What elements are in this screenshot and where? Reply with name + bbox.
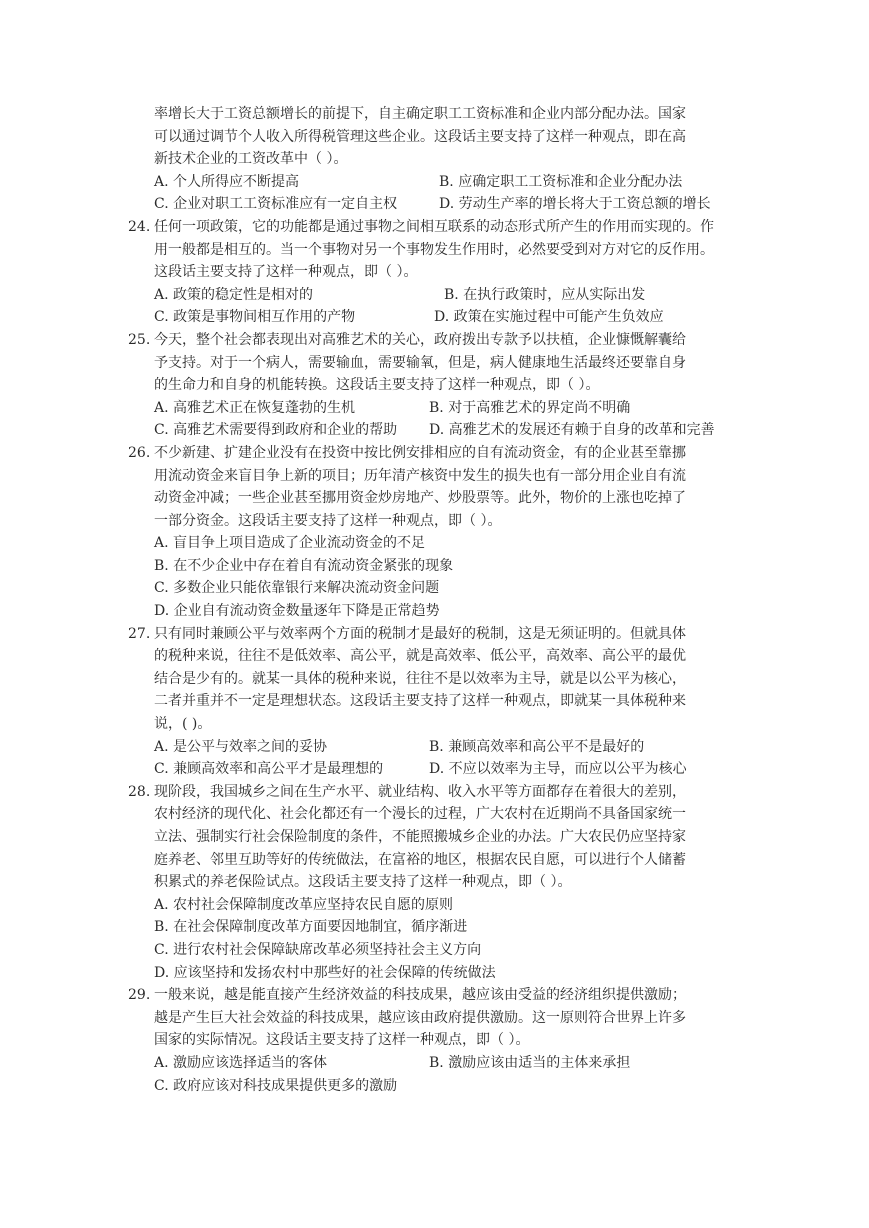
question-text-line: 用一般都是相互的。当一个事物对另一个事物发生作用时，必然要受到对方对它的反作用。 bbox=[154, 241, 714, 258]
answer-option: A. 激励应该选择适当的客体 bbox=[154, 1054, 328, 1071]
question-text-line: 国家的实际情况。这段话主要支持了这样一种观点，即（ ）。 bbox=[154, 1032, 530, 1049]
question-number: 25. bbox=[128, 331, 151, 348]
answer-option: C. 政府应该对科技成果提供更多的激励 bbox=[154, 1077, 398, 1094]
question-number: 27. bbox=[128, 625, 151, 642]
answer-option-row bbox=[154, 397, 794, 420]
question-text-line: 只有同时兼顾公平与效率两个方面的税制才是最好的税制，这是无须证明的。但就具体 bbox=[154, 625, 686, 642]
answer-option: B. 应确定职工工资标准和企业分配办法 bbox=[439, 173, 683, 190]
question-text-line: 庭养老、邻里互助等好的传统做法，在富裕的地区，根据农民自愿，可以进行个人储蓄 bbox=[154, 851, 686, 868]
answer-option: B. 兼顾高效率和高公平不是最好的 bbox=[429, 738, 645, 755]
answer-option: C. 政策是事物间相互作用的产物 bbox=[154, 309, 356, 326]
answer-option: A. 高雅艺术正在恢复蓬勃的生机 bbox=[154, 399, 356, 416]
question-text-line: 予支持。对于一个病人，需要输血，需要输氧，但是，病人健康地生活最终还要靠自身 bbox=[154, 354, 686, 371]
answer-option: D. 劳动生产率的增长将大于工资总额的增长 bbox=[439, 196, 711, 213]
question-text-line: 积累式的养老保险试点。这段话主要支持了这样一种观点，即（ ）。 bbox=[154, 874, 572, 891]
answer-option-row bbox=[154, 193, 794, 216]
question-block bbox=[128, 984, 794, 1097]
question-block bbox=[128, 216, 794, 329]
answer-option: C. 企业对职工工资标准应有一定自主权 bbox=[154, 196, 398, 213]
question-text-line: 现阶段，我国城乡之间在生产水平、就业结构、收入水平等方面都存在着很大的差别， bbox=[154, 783, 686, 800]
question-text-line: 用流动资金来盲目争上新的项目；历年清产核资中发生的损失也有一部分用企业自有流 bbox=[154, 467, 686, 484]
question-text-line: 今天，整个社会都表现出对高雅艺术的关心，政府拨出专款予以扶植，企业慷慨解囊给 bbox=[154, 331, 686, 348]
answer-option: D. 不应以效率为主导，而应以公平为核心 bbox=[429, 761, 687, 778]
answer-option: A. 个人所得应不断提高 bbox=[154, 173, 300, 190]
question-text-line: 越是产生巨大社会效益的科技成果，越应该由政府提供激励。这一原则符合世界上许多 bbox=[154, 1009, 686, 1026]
answer-option: A. 盲目争上项目造成了企业流动资金的不足 bbox=[154, 535, 426, 552]
answer-option: C. 高雅艺术需要得到政府和企业的帮助 bbox=[154, 422, 398, 439]
answer-option-row bbox=[154, 171, 794, 194]
question-block bbox=[128, 442, 794, 623]
answer-option-row bbox=[154, 284, 794, 307]
answer-option: B. 在社会保障制度改革方面要因地制宜，循序渐进 bbox=[154, 919, 468, 936]
question-text-line: 的生命力和自身的机能转换。这段话主要支持了这样一种观点，即（ ）。 bbox=[154, 377, 600, 394]
answer-option: B. 在不少企业中存在着自有流动资金紧张的现象 bbox=[154, 557, 454, 574]
answer-option: A. 农村社会保障制度改革应坚持农民自愿的原则 bbox=[154, 896, 454, 913]
question-continuation bbox=[154, 103, 794, 216]
answer-option: B. 对于高雅艺术的界定尚不明确 bbox=[429, 399, 631, 416]
question-text-line: 率增长大于工资总额增长的前提下，自主确定职工工资标准和企业内部分配办法。国家 bbox=[154, 106, 686, 122]
answer-option: B. 在执行政策时，应从实际出发 bbox=[444, 286, 646, 303]
answer-option: A. 政策的稳定性是相对的 bbox=[154, 286, 314, 303]
answer-option: C. 多数企业只能依靠银行来解决流动资金问题 bbox=[154, 580, 440, 597]
answer-option: D. 企业自有流动资金数量逐年下降是正常趋势 bbox=[154, 603, 440, 620]
answer-option-row bbox=[154, 419, 794, 442]
question-text-line: 立法、强制实行社会保险制度的条件，不能照搬城乡企业的办法。广大农民仍应坚持家 bbox=[154, 829, 686, 845]
question-text-line: 一般来说，越是能直接产生经济效益的科技成果，越应该由受益的经济组织提供激励； bbox=[154, 987, 686, 1004]
question-text-line: 动资金冲减；一些企业甚至挪用资金炒房地产、炒股票等。此外，物价的上涨也吃掉了 bbox=[154, 490, 686, 507]
answer-option-row bbox=[154, 758, 794, 781]
question-text-line: 说，( )。 bbox=[154, 716, 212, 733]
question-block bbox=[128, 329, 794, 442]
answer-option-row bbox=[154, 306, 794, 329]
answer-option: A. 是公平与效率之间的妥协 bbox=[154, 738, 328, 755]
answer-option: B. 激励应该由适当的主体来承担 bbox=[429, 1054, 631, 1071]
question-text-line: 这段话主要支持了这样一种观点，即（ ）。 bbox=[154, 264, 418, 281]
question-number: 26. bbox=[128, 444, 151, 461]
question-text-line: 农村经济的现代化、社会化都还有一个漫长的过程，广大农村在近期尚不具备国家统一 bbox=[154, 806, 686, 823]
question-text-line: 结合是少有的。就某一具体的税种来说，往往不是以效率为主导，就是以公平为核心， bbox=[154, 670, 686, 687]
question-text-line: 可以通过调节个人收入所得税管理这些企业。这段话主要支持了这样一种观点，即在高 bbox=[154, 128, 686, 145]
question-number: 24. bbox=[128, 218, 151, 235]
answer-option: D. 应该坚持和发扬农村中那些好的社会保障的传统做法 bbox=[154, 964, 496, 981]
answer-option: D. 政策在实施过程中可能产生负效应 bbox=[434, 309, 664, 326]
question-text-line: 不少新建、扩建企业没有在投资中按比例安排相应的自有流动资金，有的企业甚至靠挪 bbox=[154, 444, 686, 461]
question-text-line: 二者并重并不一定是理想状态。这段话主要支持了这样一种观点，即就某一具体税种来 bbox=[154, 693, 686, 710]
question-number: 29. bbox=[128, 987, 151, 1004]
question-block bbox=[128, 781, 794, 984]
question-text-line: 任何一项政策，它的功能都是通过事物之间相互联系的动态形式所产生的作用而实现的。作 bbox=[154, 218, 714, 235]
answer-option: D. 高雅艺术的发展还有赖于自身的改革和完善 bbox=[429, 422, 715, 439]
question-text-line: 新技术企业的工资改革中（ ）。 bbox=[154, 151, 348, 168]
answer-option-row bbox=[154, 736, 794, 759]
answer-option-row bbox=[154, 1052, 794, 1075]
question-number: 28. bbox=[128, 783, 151, 800]
question-text-line: 一部分资金。这段话主要支持了这样一种观点，即（ ）。 bbox=[154, 512, 502, 529]
answer-option: C. 进行农村社会保障缺席改革必须坚持社会主义方向 bbox=[154, 941, 482, 958]
answer-option: C. 兼顾高效率和高公平才是最理想的 bbox=[154, 761, 384, 778]
question-text-line: 的税种来说，往往不是低效率、高公平，就是高效率、低公平，高效率、高公平的最优 bbox=[154, 648, 686, 665]
question-block bbox=[128, 623, 794, 781]
question-content bbox=[128, 103, 794, 1097]
